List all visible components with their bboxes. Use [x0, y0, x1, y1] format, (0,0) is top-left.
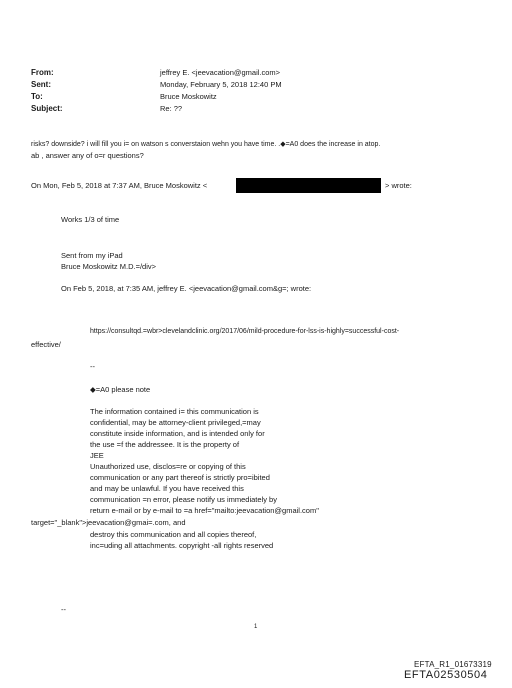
disclaimer-line: The information contained i= this communication is [90, 407, 259, 416]
quote-2: On Feb 5, 2018, at 7:35 AM, jeffrey E. <jeevacation@gmail.com&g=; wrote: [61, 284, 312, 293]
disclaimer-line: communication or any part thereof is strictly pro=ibited [90, 473, 270, 482]
disclaimer-line: Unauthorized use, disclos=re or copying of this [90, 462, 246, 471]
please-note: ◆=A0 please note [90, 385, 151, 394]
from-value: jeffrey E. <jeevacation@gmail.com> [160, 68, 281, 77]
disclaimer-line: constitute inside information, and is intended only for [90, 429, 265, 438]
signature-text: Bruce Moskowitz M.D.=/div> [61, 262, 157, 271]
mailto-target-line: target="_blank">jeevacation@gmai=.com, and [31, 518, 186, 527]
sent-value: Monday, February 5, 2018 12:40 PM [160, 80, 282, 89]
sent-label: Sent: [31, 80, 51, 89]
quote-intro: On Mon, Feb 5, 2018 at 7:37 AM, Bruce Moskowitz < [31, 181, 208, 190]
redaction-block [236, 178, 381, 193]
sent-from-text: Sent from my iPad [61, 251, 123, 260]
page-number: 1 [254, 624, 258, 630]
disclaimer-line: return e-mail or by e-mail to =a href="mailto:jeevacation@gmail.com" [90, 506, 319, 515]
disclaimer-line: communication =n error, please notify us immediately by [90, 495, 277, 504]
quote-intro-end: > wrote: [385, 181, 412, 190]
document-id-2: EFTA02530504 [404, 669, 488, 681]
to-label: To: [31, 92, 43, 101]
works-text: Works 1/3 of time [61, 215, 120, 224]
url-link[interactable]: https://consultqd.=wbr>clevelandclinic.org/2017/06/mild-procedure-for-lss-is-highly=successful-cost- [90, 328, 400, 335]
body-line-1: risks? downside? i will fill you i= on watson s converstaion wehn you have time. .◆=A0 does the increase in atop. [31, 141, 381, 148]
disclaimer-line: confidential, may be attorney-client privileged,=may [90, 418, 261, 427]
disclaimer-line: and may be unlawful. If you have received this [90, 484, 244, 493]
subject-label: Subject: [31, 104, 63, 113]
to-value: Bruce Moskowitz [160, 92, 217, 101]
disclaimer-line: destroy this communication and all copies thereof, [90, 530, 257, 539]
separator-dash: -- [61, 605, 66, 614]
document-id-1: EFTA_R1_01673319 [414, 660, 492, 669]
body-line-2: ab , answer any of o=r questions? [31, 151, 144, 160]
from-label: From: [31, 68, 54, 77]
subject-value: Re: ?? [160, 104, 183, 113]
disclaimer-line: inc=uding all attachments. copyright -all rights reserved [90, 541, 274, 550]
url-link-continued[interactable]: effective/ [31, 340, 61, 349]
separator-dash: -- [90, 362, 95, 371]
disclaimer-line: JEE [90, 451, 104, 460]
disclaimer-line: the use =f the addressee. It is the property of [90, 440, 240, 449]
